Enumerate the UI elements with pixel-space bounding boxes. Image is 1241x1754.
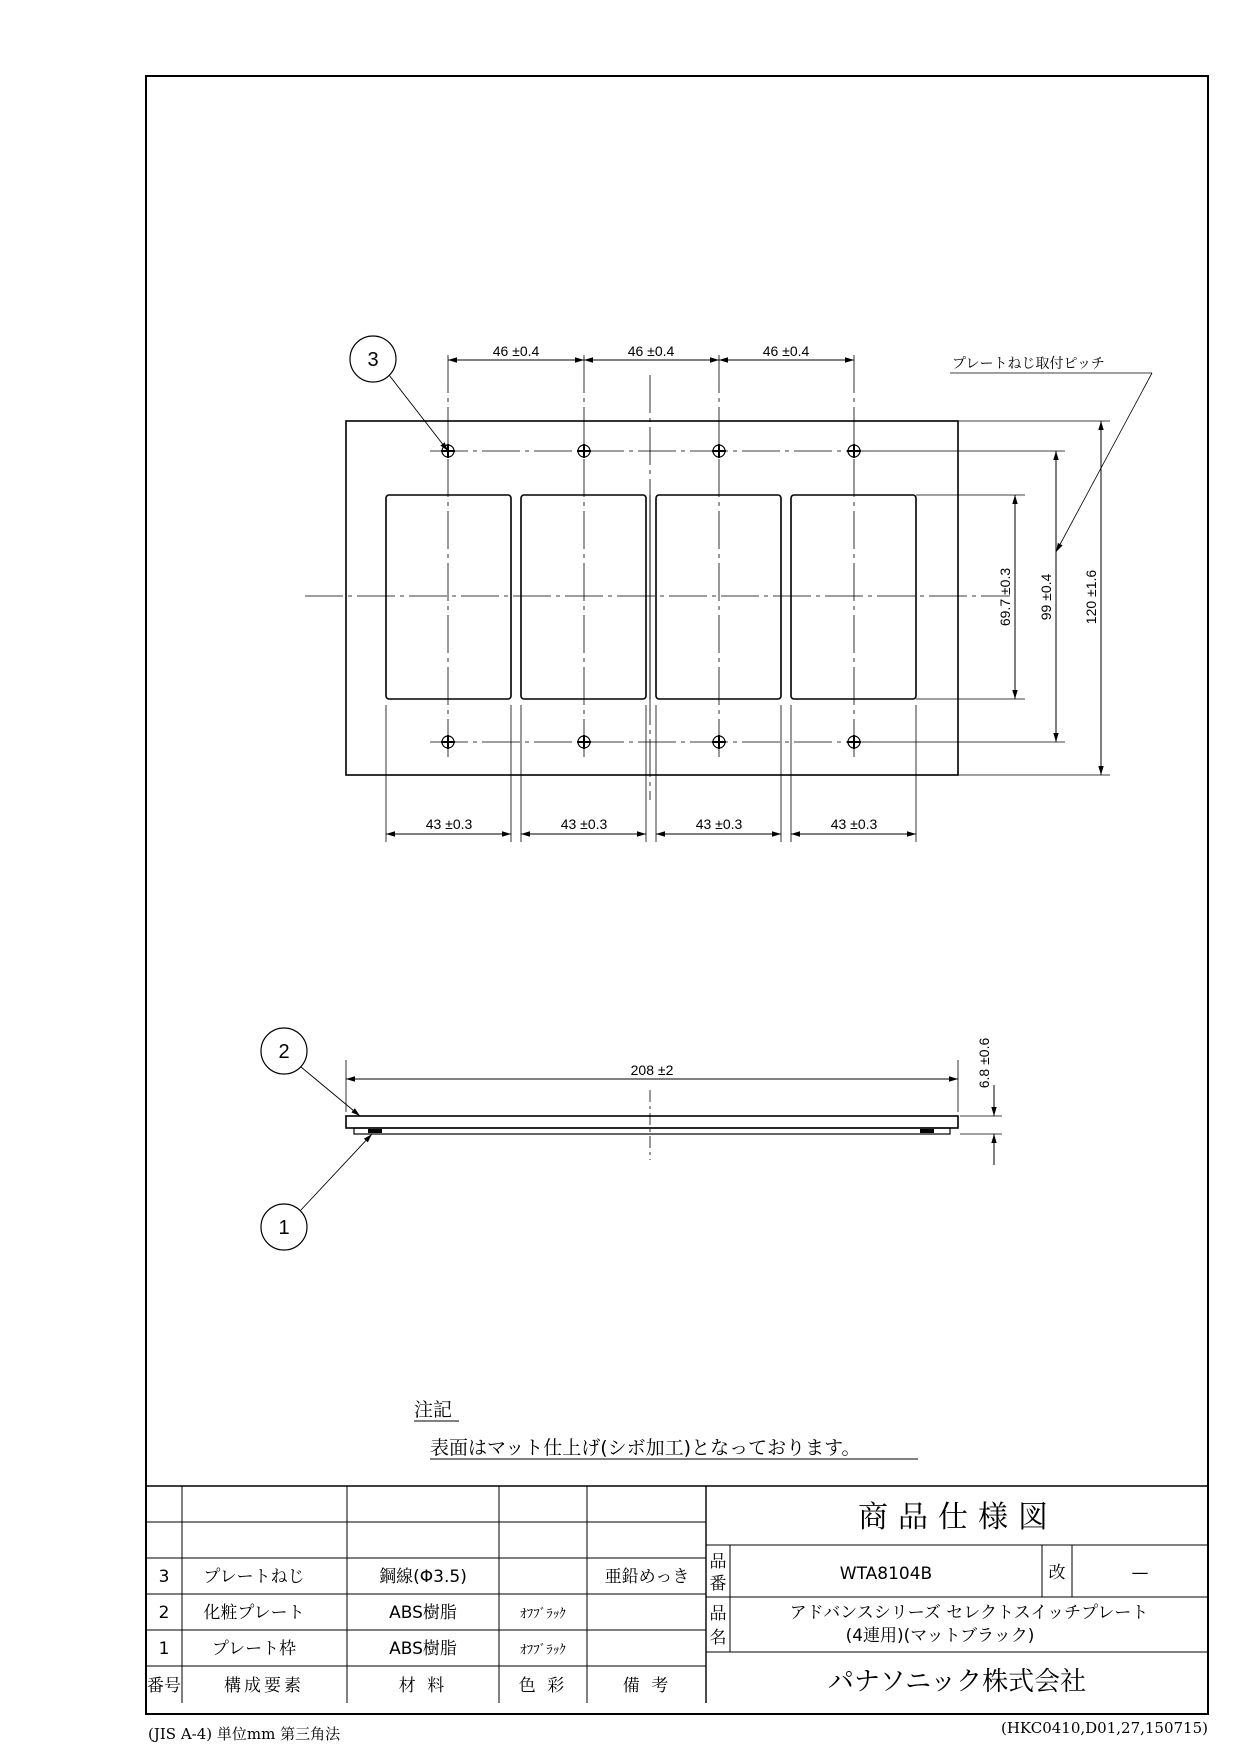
svg-text:2: 2 [278,1041,290,1063]
svg-text:3: 3 [367,349,379,371]
plate-screw [577,444,591,458]
front-view [305,343,1152,842]
pitch-dim: 46 ±0.4 [492,343,540,359]
revision-label: 改 [1048,1563,1066,1583]
opening-dim: 43 ±0.3 [560,816,608,832]
thickness-dim: 6.8 ±0.6 [976,1037,992,1089]
plate-screw [577,735,591,749]
header-material: 材 料 [398,1676,448,1696]
width-dim: 208 ±2 [630,1062,674,1078]
overall-height-dim: 120 ±1.6 [1083,569,1099,625]
balloon-1 [261,1134,372,1250]
row-3-no: 3 [158,1567,170,1587]
header-element: 構成要素 [224,1676,304,1696]
revision-value: — [1131,1563,1149,1583]
row-2-element: 化粧プレート [203,1603,305,1623]
opening-dim: 43 ±0.3 [425,816,473,832]
pitch-dim: 46 ±0.4 [627,343,675,359]
pitch-dim: 46 ±0.4 [762,343,810,359]
parts-table [146,1486,706,1703]
part-no-label: 品 [709,1552,727,1572]
row-1-element: プレート枠 [211,1639,297,1659]
svg-text:1: 1 [278,1217,290,1239]
row-3-element: プレートねじ [203,1567,305,1587]
row-2-color: ｵﾌﾌﾞﾗｯｸ [520,1607,566,1622]
plate-outline [346,421,958,775]
header-remarks: 備 考 [622,1676,672,1696]
row-3-remarks: 亜鉛めっき [604,1567,690,1587]
row-2-material: ABS樹脂 [389,1603,457,1623]
header-no: 番号 [147,1676,181,1696]
switch-opening [791,495,916,699]
name-label: 品 [709,1604,727,1624]
notes-text: 表面はマット仕上げ(シボ加工)となっております。 [430,1437,861,1459]
opening-dim: 43 ±0.3 [830,816,878,832]
notes-heading: 注記 [414,1399,453,1421]
plate-screw [712,444,726,458]
side-view [346,1038,1002,1165]
plate-screw [712,735,726,749]
frame-profile [354,1128,950,1134]
footer-left: (JIS A-4) 単位mm 第三角法 [148,1725,341,1743]
row-1-color: ｵﾌﾌﾞﾗｯｸ [520,1643,566,1658]
header-color: 色 彩 [518,1676,568,1696]
drawing-title: 商品仕様図 [858,1500,1058,1535]
name-label: 名 [709,1628,727,1648]
row-2-no: 2 [158,1603,170,1623]
product-name-line1: アドバンスシリーズ セレクトスイッチプレート [789,1603,1149,1623]
row-1-material: ABS樹脂 [389,1639,457,1659]
opening-height-dim: 69.7 ±0.3 [997,567,1013,627]
opening-dim: 43 ±0.3 [695,816,743,832]
screw-pitch-dim: 99 ±0.4 [1038,573,1054,621]
balloon-3 [350,336,448,451]
plate-profile [346,1116,958,1128]
product-name-line2: (4連用)(マットブラック) [845,1626,1035,1646]
footer-right: (HKC0410,D01,27,150715) [1000,1719,1208,1737]
pitch-label: プレートねじ取付ピッチ [952,355,1105,371]
plate-screw [847,444,861,458]
plate-screw [847,735,861,749]
sheet-border [146,76,1208,1714]
plate-screw [441,735,455,749]
row-3-material: 鋼線(Φ3.5) [379,1567,467,1587]
part-number: WTA8104B [839,1564,933,1584]
part-no-label: 番 [709,1574,727,1594]
switch-opening [521,495,646,699]
row-1-no: 1 [158,1639,170,1659]
switch-opening [656,495,781,699]
balloon-2 [261,1028,360,1116]
company-name: パナソニック株式会社 [827,1667,1087,1697]
switch-opening [386,495,511,699]
